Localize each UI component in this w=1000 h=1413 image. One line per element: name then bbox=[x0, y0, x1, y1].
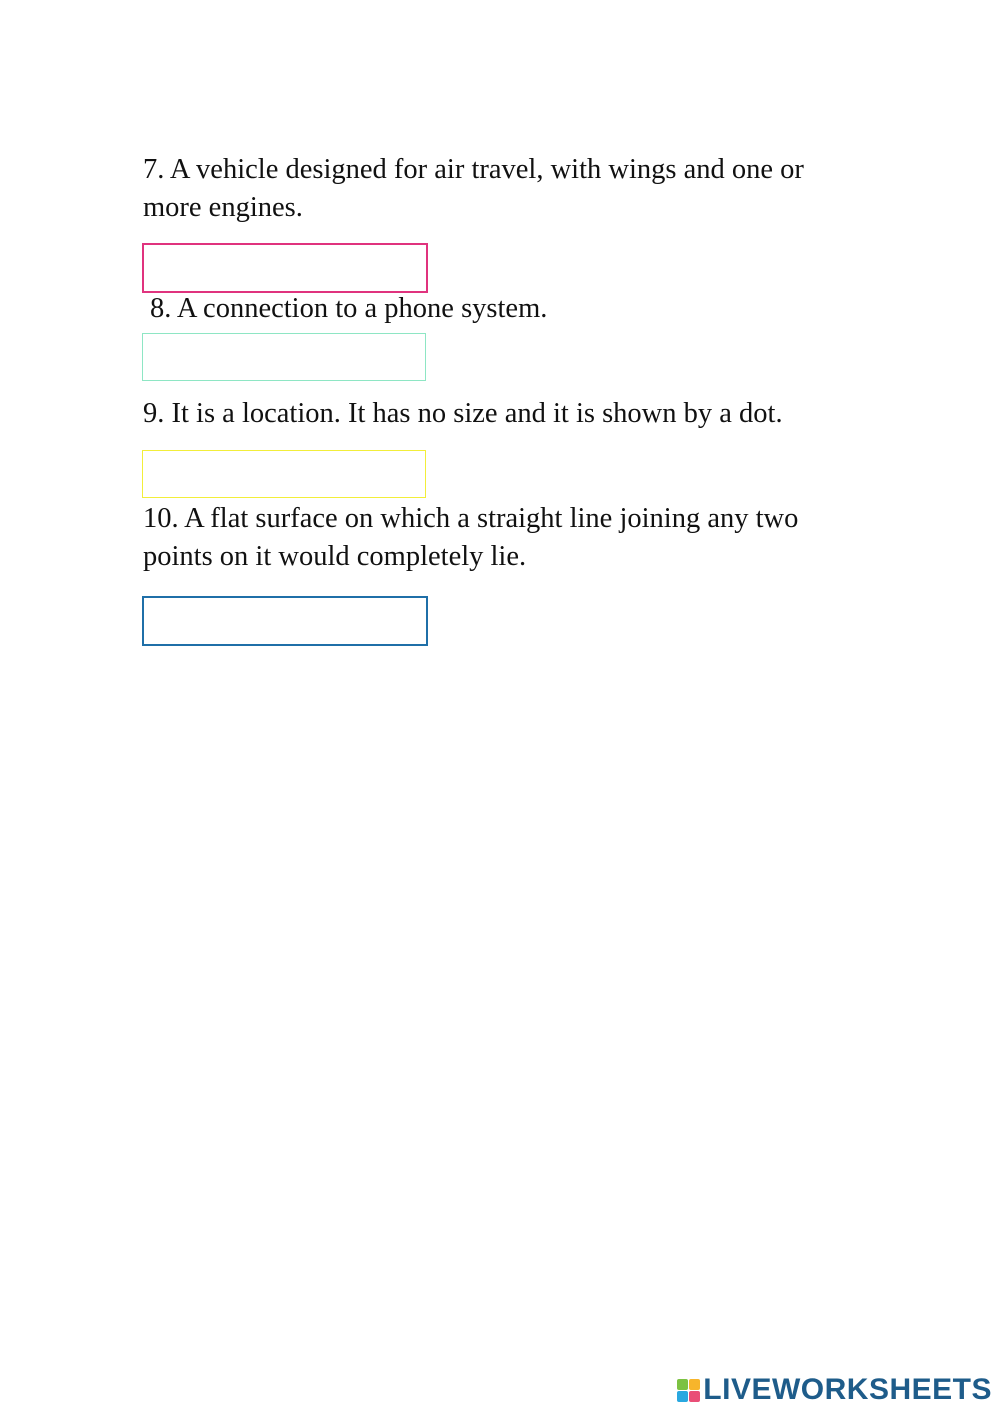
answer-10-input[interactable] bbox=[142, 596, 428, 646]
answer-8-input[interactable] bbox=[142, 333, 426, 381]
logo-square-2 bbox=[689, 1379, 700, 1390]
logo-square-3 bbox=[677, 1391, 688, 1402]
liveworksheets-logo bbox=[677, 1373, 992, 1407]
liveworksheets-logo-icon bbox=[677, 1379, 700, 1402]
question-10-text: 10. A flat surface on which a straight line joining any two points on it would completely lie. bbox=[143, 503, 799, 572]
question-9-text: 9. It is a location. It has no size and it is shown by a dot. bbox=[143, 398, 783, 429]
answer-9-input[interactable] bbox=[142, 450, 426, 498]
logo-text: LIVEWORKSHEETS bbox=[703, 1373, 992, 1406]
logo-square-4 bbox=[689, 1391, 700, 1402]
question-7-text: 7. A vehicle designed for air travel, with wings and one or more engines. bbox=[143, 154, 804, 223]
logo-square-1 bbox=[677, 1379, 688, 1390]
answer-7-input[interactable] bbox=[142, 243, 428, 293]
question-8-text: 8. A connection to a phone system. bbox=[150, 293, 548, 324]
